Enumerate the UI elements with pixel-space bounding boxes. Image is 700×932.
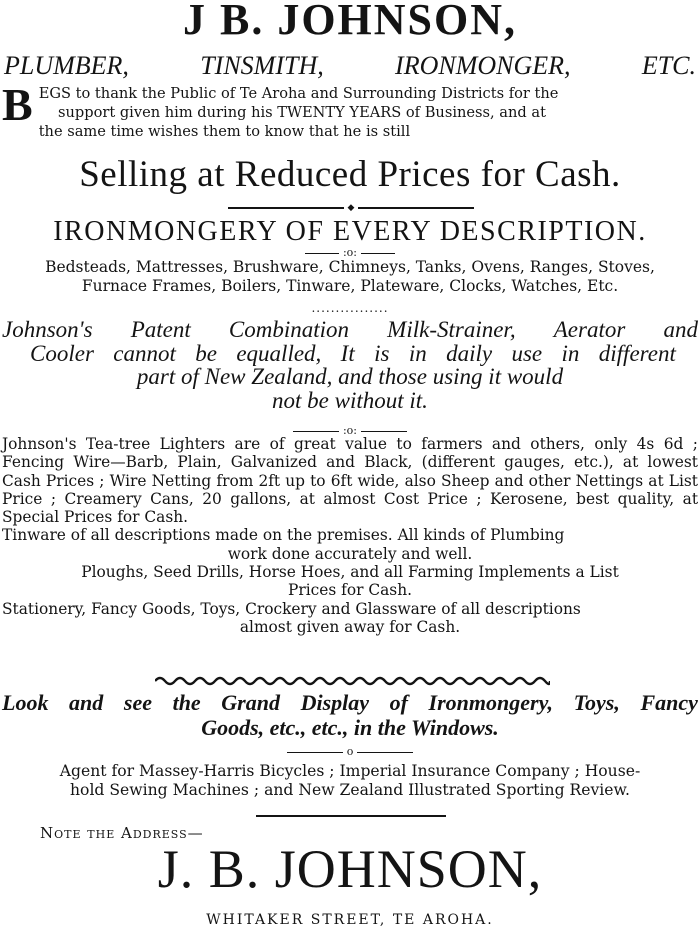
body-paragraph-ploughs-cont: Prices for Cash.	[287, 581, 413, 600]
items-list	[2, 258, 698, 296]
intro-line-3: the same time wishes them to know that he is still	[38, 123, 411, 140]
trade-tinsmith: TINSMITH,	[200, 51, 324, 80]
ornamental-rule	[228, 203, 474, 213]
patent-strainer-paragraph	[0, 318, 700, 412]
agent-paragraph	[2, 762, 698, 800]
intro-line-1: EGS to thank the Public of Te Aroha and Surrounding Districts for the	[38, 85, 559, 102]
body-paragraph-stationery-cont: almost given away for Cash.	[239, 617, 461, 636]
trades-line	[4, 50, 696, 82]
drop-cap: B	[2, 79, 33, 130]
patent-line-1: Johnson's Patent Combination Milk-Strainer, Aerator and	[2, 317, 698, 342]
body-paragraph-ploughs: Ploughs, Seed Drills, Horse Hoes, and all Farming Implements a List	[81, 563, 619, 582]
wavy-rule	[155, 675, 550, 687]
intro-paragraph	[2, 79, 698, 141]
items-line-1: Bedsteads, Mattresses, Brushware, Chimneys, Tanks, Ovens, Ranges, Stoves,	[45, 258, 655, 276]
note-the-address: Note the Address—	[40, 824, 204, 842]
body-paragraph-stationery: Stationery, Fancy Goods, Toys, Crockery and Glassware of all descriptions	[2, 599, 581, 618]
trade-plumber: PLUMBER,	[4, 51, 129, 80]
grand-display-paragraph	[0, 690, 700, 740]
trade-ironmonger: IRONMONGER,	[395, 51, 571, 80]
patent-line-4: not be without it.	[272, 387, 428, 413]
advertiser-name-footer: J. B. JOHNSON,	[157, 839, 543, 899]
items-line-2: Furnace Frames, Boilers, Tinware, Plateware, Clocks, Watches, Etc.	[81, 277, 619, 295]
display-line-1: Look and see the Grand Display of Ironmongery, Toys, Fancy	[2, 690, 698, 715]
ironmongery-subhead: IRONMONGERY OF EVERY DESCRIPTION.	[53, 216, 647, 247]
separator-3: o	[0, 746, 700, 758]
trade-etc: ETC.	[641, 51, 696, 80]
headline-reduced-prices: Selling at Reduced Prices for Cash.	[79, 154, 621, 195]
patent-line-3: part of New Zealand, and those using it would	[136, 364, 564, 390]
patent-line-2: Cooler cannot be equalled, It is in daily use in different	[30, 340, 676, 366]
closing-rule	[256, 815, 446, 817]
ornament-icon: ◆	[347, 203, 355, 213]
agent-line-1: Agent for Massey-Harris Bicycles ; Imperial Insurance Company ; House-	[59, 762, 641, 780]
agent-line-2: hold Sewing Machines ; and New Zealand Illustrated Sporting Review.	[70, 781, 630, 799]
street-address: WHITAKER STREET, TE AROHA.	[206, 912, 494, 928]
body-paragraph-tinware-cont: work done accurately and well.	[227, 544, 473, 563]
display-line-2: Goods, etc., etc., in the Windows.	[201, 715, 499, 740]
intro-line-2: support given him during his TWENTY YEARS of Business, and at	[58, 104, 546, 121]
advertiser-name-heading: J B. JOHNSON,	[182, 0, 518, 44]
separator-2: :o:	[0, 425, 700, 437]
body-paragraph-tinware: Tinware of all descriptions made on the premises. All kinds of Plumbing	[2, 526, 565, 545]
separator-1: :o:	[0, 247, 700, 259]
dotted-divider: ................	[311, 301, 389, 315]
body-paragraph-lighters: Johnson's Tea-tree Lighters are of great value to farmers and others, only 4s 6d ; Fencing Wire—Barb, Plain, Galvanized and Black, (different gauges, etc.), at lowest Cash Prices ; Wire Netting from 2ft up to 6ft wide, also Sheep and other Nettings at List Price ; Creamery Cans, 20 gallons, at almost Cost Price ; Kerosene, best quality, at Special Prices for Cash.	[2, 435, 698, 527]
body-paragraphs	[2, 435, 698, 636]
